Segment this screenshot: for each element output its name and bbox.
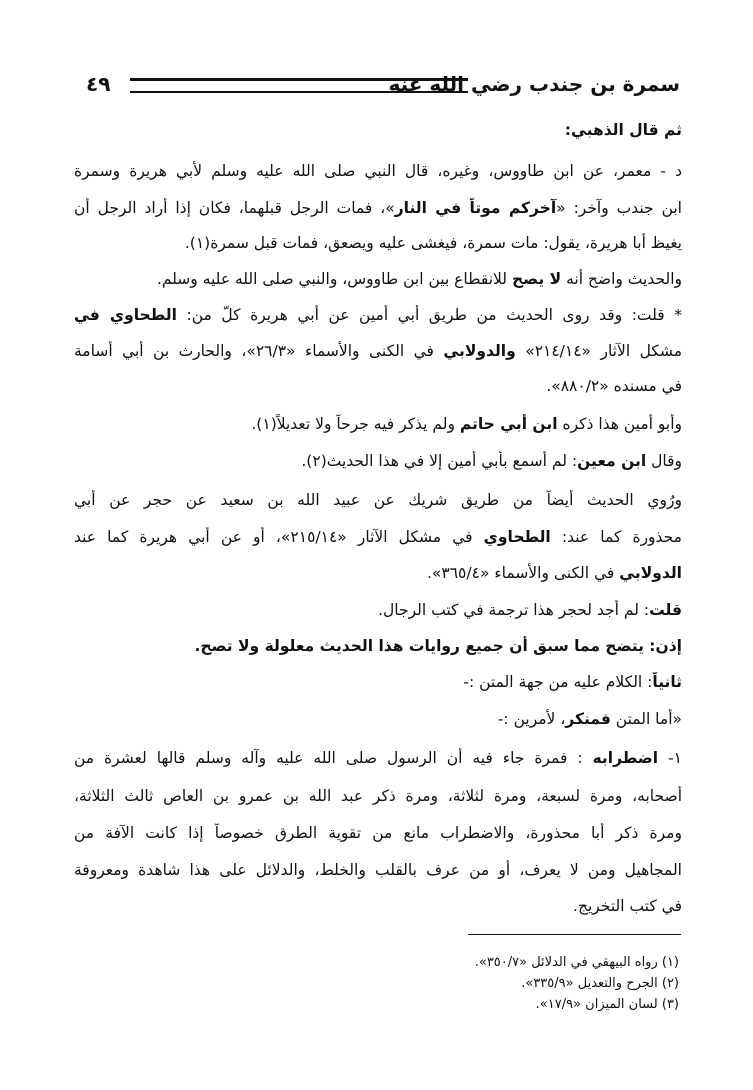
text-line — [74, 305, 682, 325]
text-line — [74, 896, 682, 916]
text-line — [74, 269, 682, 289]
text-line — [74, 161, 682, 181]
text-line — [74, 414, 682, 434]
text-segment: يغيظ أبا هريرة، يقول: مات سمرة، فيغشى عليه ويصعق، فمات قبل سمرة(١). — [184, 234, 682, 252]
text-segment: ١- — [658, 749, 682, 767]
text-line — [74, 563, 682, 583]
text-line — [74, 198, 682, 218]
text-segment: المجاهيل ومن لا يعرف، أو من عرف بالقلب والخلط، والدلائل على هذا شاهدة ومعروفة — [74, 861, 682, 879]
text-line — [74, 376, 682, 396]
bold-text: ثم قال الذهبي: — [564, 121, 682, 139]
text-segment: في كتب التخريج. — [573, 897, 682, 915]
footnote: (١) رواه البيهقي في الدلائل «٣٥٠/٧». — [474, 955, 679, 970]
text-segment: للانقطاع بين ابن طاووس، والنبي صلى الله عليه وسلم. — [156, 270, 512, 288]
text-line — [74, 709, 682, 729]
bold-text: آخركم موتاً في النار — [394, 199, 557, 217]
text-segment: وقال — [646, 452, 682, 470]
bold-text: الطحاوي — [483, 528, 551, 546]
text-segment: ومرة ذكر أبا محذورة، والاضطراب مانع من تقوية الطرق خصوصاً إذا كانت الآفة من — [74, 824, 682, 842]
text-segment: »، فمات الرجل قبلهما، فكان إذا أراد الرجل أن — [74, 199, 395, 217]
bold-text: قلت — [649, 601, 682, 619]
text-line — [74, 823, 682, 843]
footnotes — [279, 952, 679, 1015]
footnote: (٢) الجرح والتعديل «٣٣٥/٩». — [521, 976, 679, 991]
text-segment: في الكنى والأسماء «٢٦/٣»، والحارث بن أبي أسامة — [74, 342, 444, 360]
text-segment: ابن جندب وآخر: « — [556, 199, 682, 217]
footnote: (٣) لسان الميزان «١٧/٩». — [535, 997, 679, 1012]
text-segment: : الكلام عليه من جهة المتن :- — [463, 673, 653, 691]
bold-text: الطحاوي في — [74, 306, 177, 324]
text-line — [74, 672, 682, 692]
chapter-title: سمرة بن جندب رضي الله عنه — [388, 72, 680, 96]
text-segment: في مشكل الآثار «٢١٥/١٤»، أو عن أبي هريرة كما عند — [74, 528, 484, 546]
text-line — [74, 600, 682, 620]
text-segment: ورُوي الحديث أيضاً من طريق شريك عن عبيد الله بن سعيد عن حجر عن أبي — [74, 491, 682, 509]
text-segment: وأبو أمين هذا ذكره — [557, 415, 682, 433]
text-line — [74, 120, 682, 140]
text-line — [74, 786, 682, 806]
text-line — [74, 233, 682, 253]
text-segment: «أما المتن — [610, 710, 682, 728]
text-line — [74, 451, 682, 471]
header-double-rule — [130, 78, 468, 93]
text-line — [74, 636, 682, 656]
bold-text: ابن معين — [577, 452, 647, 470]
text-line — [74, 490, 682, 510]
text-segment: : لم أسمع بأبي أمين إلا في هذا الحديث(٢). — [301, 452, 578, 470]
text-segment: والحديث واضح أنه — [561, 270, 682, 288]
text-segment: * قلت: وقد روى الحديث من طريق أبي أمين عن أبي هريرة كلٌّ من: — [176, 306, 682, 324]
text-segment: في الكنى والأسماء «٣٦٥/٤». — [426, 564, 620, 582]
bold-text: إذن: يتضح مما سبق أن جميع روايات هذا الحديث معلولة ولا تصح. — [194, 637, 682, 655]
bold-text: والدولابي — [443, 342, 516, 360]
footnote-separator — [468, 934, 681, 935]
bold-text: فمنكر — [565, 710, 611, 728]
bold-text: ثانياً — [652, 673, 682, 691]
bold-text: اضطرابه — [592, 749, 659, 767]
bold-text: لا يصح — [511, 270, 562, 288]
text-segment: د - معمر، عن ابن طاووس، وغيره، قال النبي صلى الله عليه وسلم لأبي هريرة وسمرة — [74, 162, 682, 180]
text-line — [74, 860, 682, 880]
text-segment: : لم أجد لحجر هذا ترجمة في كتب الرجال. — [378, 601, 650, 619]
text-segment: محذورة كما عند: — [550, 528, 682, 546]
text-line — [74, 341, 682, 361]
page-number: ٤٩ — [86, 72, 111, 96]
text-segment: ، لأمرين :- — [497, 710, 566, 728]
text-line — [74, 527, 682, 547]
text-segment: في مسنده «٨٨٠/٢». — [546, 377, 682, 395]
text-segment: ولم يذكر فيه جرحاً ولا تعديلاً(١). — [251, 415, 460, 433]
text-segment: : فمرة جاء فيه أن الرسول صلى الله عليه وآله وسلم قالها لعشرة من — [74, 749, 593, 767]
text-segment: مشكل الآثار «٢١٤/١٤» — [515, 342, 682, 360]
bold-text: ابن أبي حاتم — [459, 415, 558, 433]
text-line — [74, 748, 682, 768]
bold-text: الدولابي — [619, 564, 682, 582]
text-segment: أصحابه، ومرة لسبعة، ومرة لثلاثة، ومرة ذكر عبد الله بن عمرو بن العاص ثالث الثلاثة، — [74, 787, 682, 805]
running-header — [86, 70, 680, 104]
